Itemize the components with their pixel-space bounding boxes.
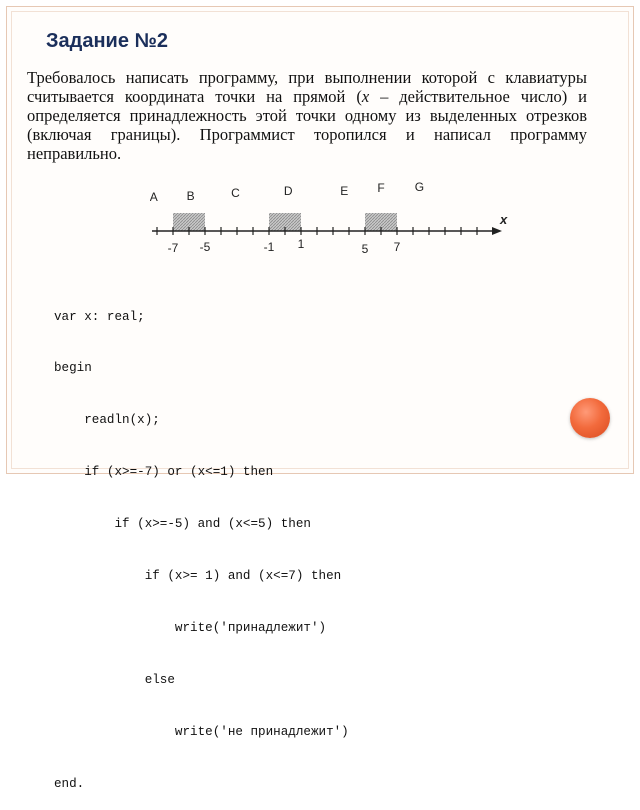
code-line: end. (54, 776, 85, 791)
tick-label: -7 (167, 241, 179, 255)
axis-label: x (500, 212, 508, 227)
task-text-part2: – действительное число) и определяется принадлежность этой точки одному из выделенных отрезков (включая границы). Программист торопился и написал программу неправильно. (27, 87, 587, 163)
tick-label: 5 (361, 242, 369, 256)
segment-label: G (414, 180, 425, 194)
axis-ticks (157, 227, 477, 235)
task-variable: x (361, 87, 370, 106)
code-line: if (x>=-5) and (x<=5) then (54, 517, 311, 532)
code-line: write('не принадлежит') (54, 724, 349, 739)
tick-labels (168, 237, 401, 256)
segment-label: B (186, 189, 195, 203)
segment-label: C (231, 186, 240, 200)
task-text (27, 68, 587, 163)
task-text-part1: Требовалось написать программу, при выполнении которой с клавиатуры считывается координата точки на прямой ( (27, 68, 587, 106)
segment-labels (150, 180, 424, 204)
tick-label: -1 (263, 240, 275, 254)
tick-label: 7 (393, 240, 401, 254)
decorative-orb (570, 398, 610, 438)
segment-label: A (150, 190, 158, 204)
code-line: else (54, 672, 175, 687)
segment-label: F (377, 181, 385, 195)
tick-label: -5 (199, 240, 211, 254)
code-line: readln(x); (54, 413, 160, 428)
number-line-figure (150, 178, 520, 258)
tick-label: 1 (297, 237, 305, 251)
code-block (54, 274, 349, 810)
segment-label: E (340, 184, 349, 198)
code-line: if (x>=-7) or (x<=1) then (54, 465, 274, 480)
slide-title: Задание №2 (46, 30, 168, 52)
code-line: begin (54, 361, 92, 376)
code-line: var x: real; (54, 309, 145, 324)
code-line: write('принадлежит') (54, 620, 327, 635)
axis-arrow (492, 227, 502, 235)
code-line: if (x>= 1) and (x<=7) then (54, 569, 342, 584)
segment-label: D (283, 184, 293, 198)
